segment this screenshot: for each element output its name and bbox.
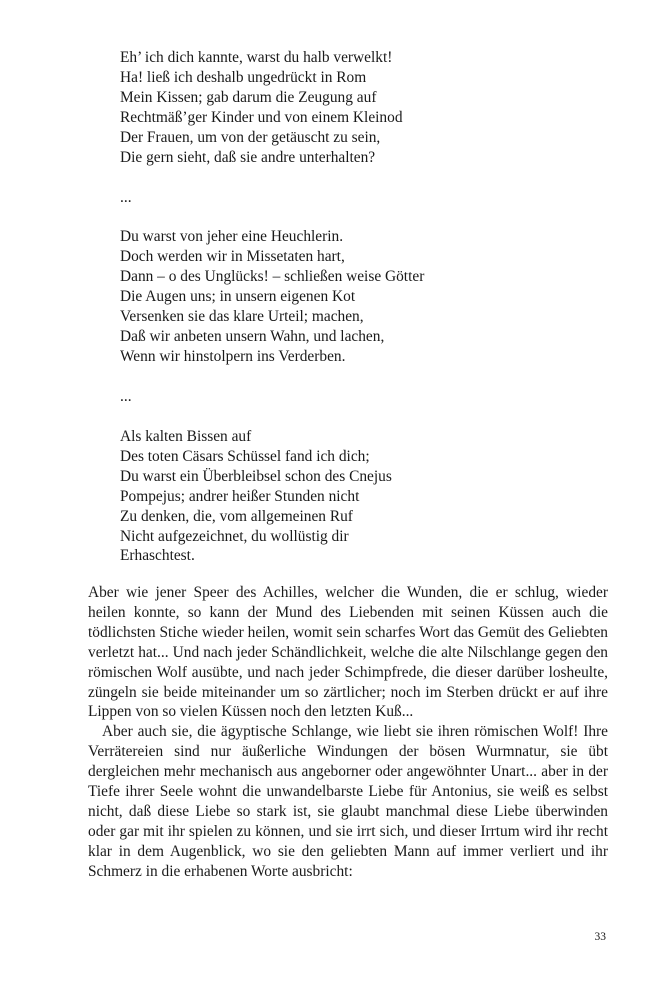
verse-line: Doch werden wir in Missetaten hart, xyxy=(120,248,345,266)
verse-line: Erhaschtest. xyxy=(120,547,195,565)
verse-line: Du warst von jeher eine Heuchlerin. xyxy=(120,228,344,246)
paragraph-2: Aber auch sie, die ägyptische Schlange, wie liebt sie ihren römischen Wolf! Ihre Verrätereien sind nur äußerliche Windungen der bösen Wurmnatur, sie übt dergleichen mehr mechanisch aus angeborner oder angewöhnter Unart... aber in der Tiefe ihrer Seele wohnt die unwandelbarste Liebe für Antonius, sie weiß es selbst nicht, daß diese Liebe so stark ist, sie glaubt manchmal diese Liebe überwinden oder gar mit ihr spielen zu können, und sie irrt sich, und dieser Irrtum wird ihr recht klar in dem Augenblick, wo sie den geliebten Mann auf immer verliert und ihr Schmerz in die erhabenen Worte ausbricht: xyxy=(88,723,608,880)
verse-line: Die gern sieht, daß sie andre unterhalten? xyxy=(120,148,376,166)
paragraph-1: Aber wie jener Speer des Achilles, welcher die Wunden, die er schlug, wieder heilen konnte, so kann der Mund des Liebenden mit seinen Küssen auch die tödlichsten Stiche wieder heilen, womit sein scharfes Wort das Gemüt des Geliebten verletzt hat... Und nach jeder Schändlichkeit, welche die alte Nilschlange gegen den römischen Wolf ausübte, und nach jeder Schimpfrede, die dieser darüber losheulte, züngeln sie beide miteinander um so zärtlicher; noch im Sterben drückt er auf ihre Lippen von so vielen Küssen noch den letzten Kuß... xyxy=(88,584,608,721)
verse-line: Zu denken, die, vom allgemeinen Ruf xyxy=(120,507,353,525)
verse-line: Eh’ ich dich kannte, warst du halb verwelkt! xyxy=(120,49,393,66)
page-number: 33 xyxy=(594,931,606,943)
verse-line: Der Frauen, um von der getäuscht zu sein, xyxy=(120,128,381,146)
verse-line: Nicht aufgezeichnet, du wollüstig dir xyxy=(120,527,349,545)
verse-ellipsis: ... xyxy=(120,387,132,405)
verse-line: Die Augen uns; in unsern eigenen Kot xyxy=(120,288,356,306)
verse-block xyxy=(120,48,600,566)
verse-line: Als kalten Bissen auf xyxy=(120,427,252,445)
verse-line: Daß wir anbeten unsern Wahn, und lachen, xyxy=(120,328,385,346)
verse-line: Ha! ließ ich deshalb ungedrückt in Rom xyxy=(120,68,367,86)
verse-line: Des toten Cäsars Schüssel fand ich dich; xyxy=(120,447,370,465)
verse-ellipsis: ... xyxy=(120,188,132,206)
verse-line: Wenn wir hinstolpern ins Verderben. xyxy=(120,348,346,366)
verse-line: Dann – o des Unglücks! – schließen weise Götter xyxy=(120,268,425,286)
prose-block xyxy=(88,583,608,882)
verse-line: Pompejus; andrer heißer Stunden nicht xyxy=(120,487,360,505)
verse-line: Versenken sie das klare Urteil; machen, xyxy=(120,308,364,326)
verse-line: Mein Kissen; gab darum die Zeugung auf xyxy=(120,88,377,106)
verse-line: Du warst ein Überbleibsel schon des Cnejus xyxy=(120,467,392,485)
verse-line: Rechtmäß’ger Kinder und von einem Kleinod xyxy=(120,108,403,126)
